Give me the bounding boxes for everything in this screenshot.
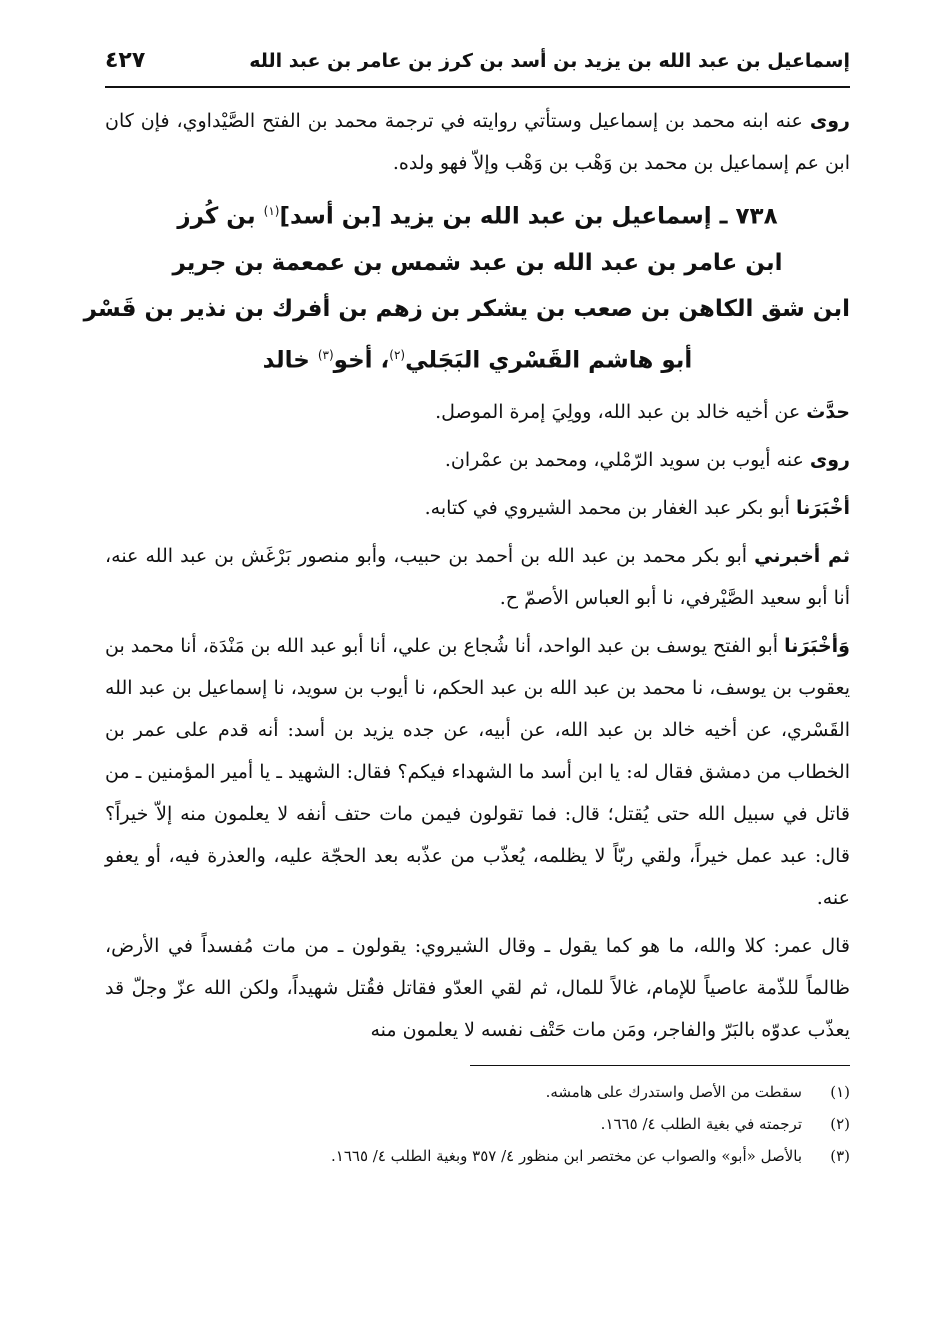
entry-title (83, 188, 850, 383)
entry-title-line-4: أبو هاشم القَسْري البَجَلي$^{(٢)}$، أخو$^{(٣)}$ خالد (262, 347, 693, 374)
paragraph-akhbarana-1: أخْبَرَنا أبو بكر عبد الغفار بن محمد الشيروي في كتابه. (424, 497, 850, 520)
intro-lead: روى (809, 110, 850, 132)
footnote-ref-1: (١) (263, 204, 280, 218)
entry-title-line-3: ابن شق الكاهن بن صعب بن يشكر بن زهم بن أفرك بن نذير بن قَسْر (83, 295, 850, 322)
header-rule (105, 86, 850, 88)
footnote-ref-2: (٢) (389, 347, 406, 362)
paragraph-qala-umar: قال عمر: كلا والله، ما هو كما يقول ـ وقال الشيروي: يقولون ـ من مات مُفسداً في الأرض، ظالماً للذّمة عاصياً للإمام، غالاً للمال، ثم لقي العدّو فقاتل فقُتل شهيداً، ولكن الله عزّ وجلّ قد يعذّب عدوّه بالبَرّ والفاجر، ومَن مات حَتْف نفسه لا يعلمون منه (105, 935, 850, 1042)
entry-title-line-2: ابن عامر بن عبد الله بن عبد شمس بن عمعمة بن جرير (172, 249, 783, 276)
page-number: ٤٢٧ (105, 48, 146, 73)
footnote-ref-3: (٣) (317, 347, 334, 362)
paragraph-thumma-akhbarani: ثم أخبرني أبو بكر محمد بن عبد الله بن أحمد بن حبيب، وأبو منصور بَرْغَش بن عبد الله عنه، أنا أبو سعيد الصَّيْرفي، نا أبو العباس الأصمّ ح. (105, 545, 851, 610)
paragraph-akhbarana-2: وَأخْبَرَنا أبو الفتح يوسف بن عبد الواحد، أنا شُجاع بن علي، أنا أبو عبد الله بن مَنْدَة، أنا محمد بن يعقوب بن يوسف، نا محمد بن عبد الله بن عبد الحكم، نا أيوب بن سويد، نا إسماعيل بن عبد الله القَسْري، عن أخيه خالد بن عبد الله، عن أبيه، عن جده يزيد بن أسد: أنه قدم على عمر بن الخطاب من دمشق فقال له: يا ابن أسد ما الشهداء فيكم؟ فقال: الشهيد ـ يا أمير المؤمنين ـ من قاتل في سبيل الله حتى يُقتل؛ قال: فما تقولون فيمن مات حتف أنفه لا يعلمون منه إلاّ خيراً؟ قال: عبد عمل خيراً، ولقي ربّاً لا يظلمه، يُعذّب من عذّبه بعد الحجّة عليه، والعذرة فيه، أو يعفو عنه. (105, 635, 850, 910)
footnote-2: (٢) ترجمته في بغية الطلب ٤/ ١٦٦٥. (600, 1115, 850, 1134)
paragraph-hadath: حدَّث عن أخيه خالد بن عبد الله، وولِيَ إمرة الموصل. (435, 401, 850, 424)
footnote-1: (١) سقطت من الأصل واستدرك على هامشه. (545, 1083, 850, 1102)
footnote-rule (470, 1065, 850, 1066)
intro-text: عنه ابنه محمد بن إسماعيل وستأتي روايته في ترجمة محمد بن الفتح الصَّيْداوي، فإن كان ابن عم إسماعيل بن محمد بن وَهْب بن وَهْب وإلاّ فهو ولده. (105, 110, 850, 174)
footnotes (105, 1076, 850, 1172)
intro-paragraph (105, 100, 850, 184)
book-page (83, 40, 851, 1300)
footnote-3: (٣) بالأصل «أبو» والصواب عن مختصر ابن منظور ٤/ ٣٥٧ وبغية الطلب ٤/ ١٦٦٥. (331, 1147, 850, 1166)
running-title: إسماعيل بن عبد الله بن يزيد بن أسد بن كرز بن عامر بن عبد الله (249, 50, 850, 72)
paragraph-rawa: روى عنه أيوب بن سويد الرّمْلي، ومحمد بن عمْران. (444, 449, 850, 472)
page-header (105, 40, 850, 88)
entry-title-line-1: ٧٣٨ ـ إسماعيل بن عبد الله بن يزيد [بن أسد]$^{(١)}$ بن كُرز (177, 203, 778, 230)
